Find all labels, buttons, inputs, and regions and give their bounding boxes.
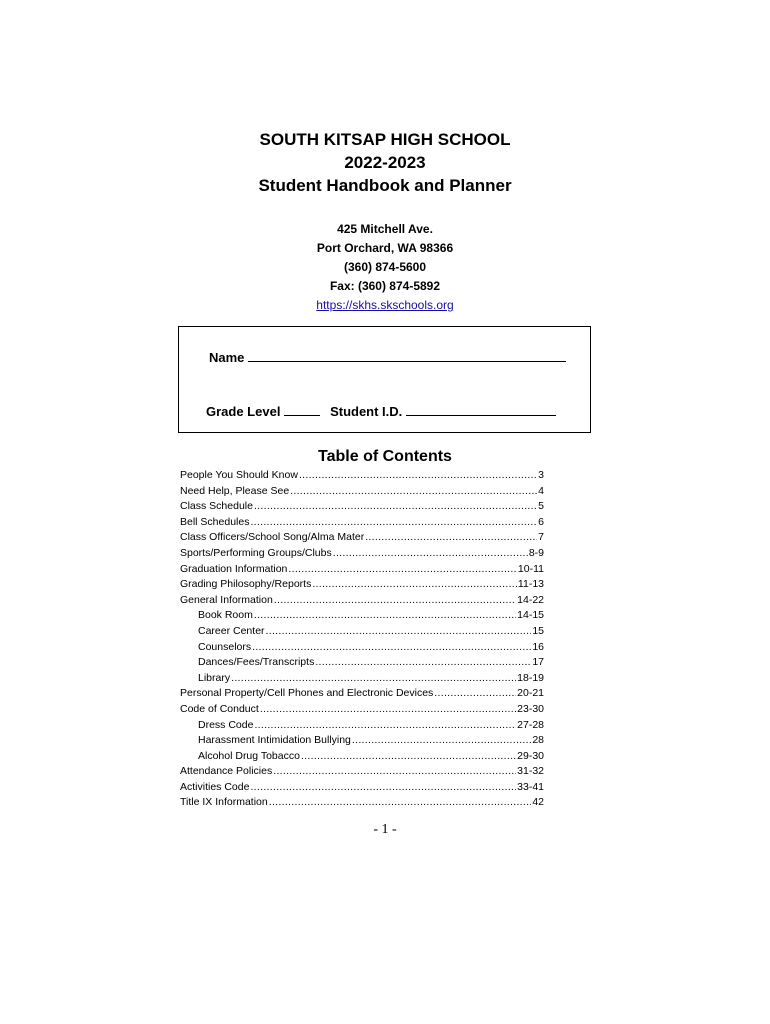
title-block xyxy=(0,128,770,197)
toc-entry xyxy=(180,686,544,702)
toc-entry-page: 15 xyxy=(532,624,544,637)
toc-entry-page: 6 xyxy=(538,515,544,528)
toc-subentry xyxy=(180,608,544,624)
toc-entry-title: Library xyxy=(198,671,231,684)
toc-entry-page: 20-21 xyxy=(517,687,544,700)
toc-entry xyxy=(180,515,544,531)
name-label: Name xyxy=(209,350,245,365)
toc-entry-page: 14-22 xyxy=(517,593,544,606)
toc-entry-title: Grading Philosophy/Reports xyxy=(180,578,312,591)
toc-subentry xyxy=(180,749,544,765)
toc-subentry xyxy=(180,733,544,749)
toc-entry-title: Code of Conduct xyxy=(180,702,259,715)
toc-dot-leader xyxy=(250,515,537,531)
toc-entry-title: Dances/Fees/Transcripts xyxy=(198,656,315,669)
toc-dot-leader xyxy=(333,546,528,562)
toc-entry xyxy=(180,484,544,500)
toc-subentry xyxy=(180,671,544,687)
name-field xyxy=(209,349,566,365)
toc-entry-page: 18-19 xyxy=(517,671,544,684)
toc-entry-page: 16 xyxy=(532,640,544,653)
toc-entry-page: 33-41 xyxy=(517,780,544,793)
toc-entry-title: Personal Property/Cell Phones and Electronic Devices xyxy=(180,687,434,700)
toc-entry-page: 7 xyxy=(538,531,544,544)
toc-dot-leader xyxy=(266,624,532,640)
toc-entry xyxy=(180,780,544,796)
toc-entry xyxy=(180,593,544,609)
toc-entry-title: Attendance Policies xyxy=(180,765,273,778)
toc-dot-leader xyxy=(315,655,531,671)
toc-entry-title: Bell Schedules xyxy=(180,515,250,528)
toc-entry-page: 27-28 xyxy=(517,718,544,731)
toc-entry-page: 4 xyxy=(538,484,544,497)
toc-entry-title: Career Center xyxy=(198,624,265,637)
toc-dot-leader xyxy=(254,608,516,624)
toc-dot-leader xyxy=(274,593,516,609)
toc-entry xyxy=(180,702,544,718)
toc-dot-leader xyxy=(269,795,532,811)
toc-entry-page: 28 xyxy=(532,734,544,747)
toc-dot-leader xyxy=(299,468,537,484)
page-number: - 1 - xyxy=(373,822,397,837)
toc-entry xyxy=(180,468,544,484)
toc-entry-title: Activities Code xyxy=(180,780,250,793)
website-link[interactable]: https://skhs.skschools.org xyxy=(316,298,454,312)
toc-entry-page: 29-30 xyxy=(517,749,544,762)
grade-level-label: Grade Level xyxy=(206,404,281,419)
toc-subentry xyxy=(180,718,544,734)
toc-entry-page: 5 xyxy=(538,500,544,513)
toc-entry-title: Need Help, Please See xyxy=(180,484,290,497)
toc-entry-title: Graduation Information xyxy=(180,562,288,575)
toc-subentry xyxy=(180,655,544,671)
toc-dot-leader xyxy=(365,530,537,546)
toc-subentry xyxy=(180,624,544,640)
toc-dot-leader xyxy=(290,484,537,500)
toc-entry-title: Harassment Intimidation Bullying xyxy=(198,734,351,747)
toc-entry-title: Counselors xyxy=(198,640,252,653)
toc-entry-title: Class Schedule xyxy=(180,500,253,513)
toc-entry-title: Dress Code xyxy=(198,718,254,731)
toc-dot-leader xyxy=(273,764,516,780)
toc-dot-leader xyxy=(250,780,516,796)
phone-number: (360) 874-5600 xyxy=(343,260,427,274)
grade-level-blank-line[interactable] xyxy=(284,403,320,416)
toc-entry-title: Book Room xyxy=(198,609,253,622)
student-info-box xyxy=(178,326,591,433)
toc-entry-page: 42 xyxy=(532,796,544,809)
toc-entry-page: 10-11 xyxy=(517,562,544,575)
toc-entry-page: 17 xyxy=(532,656,544,669)
toc-dot-leader xyxy=(312,577,517,593)
toc-dot-leader xyxy=(252,640,531,656)
toc-dot-leader xyxy=(231,671,516,687)
toc-dot-leader xyxy=(352,733,531,749)
toc-dot-leader xyxy=(254,718,516,734)
toc-entry xyxy=(180,795,544,811)
toc-entry xyxy=(180,499,544,515)
toc-dot-leader xyxy=(301,749,516,765)
toc-entry-title: Title IX Information xyxy=(180,796,268,809)
student-id-label: Student I.D. xyxy=(330,404,403,419)
address-block xyxy=(0,220,770,315)
toc-entry xyxy=(180,764,544,780)
toc-dot-leader xyxy=(288,562,517,578)
toc-entry-page: 8-9 xyxy=(528,546,544,559)
toc-entry-page: 14-15 xyxy=(517,609,544,622)
fax-number: Fax: (360) 874-5892 xyxy=(329,279,441,293)
name-blank-line[interactable] xyxy=(248,349,566,362)
table-of-contents xyxy=(180,468,544,811)
city-state-zip: Port Orchard, WA 98366 xyxy=(316,241,454,255)
toc-entry-title: Alcohol Drug Tobacco xyxy=(198,749,300,762)
toc-entry-title: Sports/Performing Groups/Clubs xyxy=(180,546,332,559)
toc-entry xyxy=(180,546,544,562)
toc-entry xyxy=(180,562,544,578)
toc-entry-page: 31-32 xyxy=(517,765,544,778)
toc-entry-page: 3 xyxy=(538,469,544,481)
toc-subentry xyxy=(180,640,544,656)
toc-entry-page: 11-13 xyxy=(517,578,544,591)
toc-entry-title: People You Should Know xyxy=(180,469,298,481)
student-id-blank-line[interactable] xyxy=(406,403,556,416)
toc-entry xyxy=(180,577,544,593)
toc-title: Table of Contents xyxy=(318,448,452,465)
toc-entry-page: 23-30 xyxy=(517,702,544,715)
toc-entry-title: General Information xyxy=(180,593,273,606)
toc-dot-leader xyxy=(260,702,516,718)
toc-dot-leader xyxy=(434,686,516,702)
school-name: SOUTH KITSAP HIGH SCHOOL xyxy=(259,130,511,149)
toc-entry-title: Class Officers/School Song/Alma Mater xyxy=(180,531,365,544)
grade-id-field xyxy=(206,403,556,419)
toc-dot-leader xyxy=(254,499,537,515)
document-title: Student Handbook and Planner xyxy=(258,176,512,195)
street-address: 425 Mitchell Ave. xyxy=(337,222,433,236)
school-year: 2022-2023 xyxy=(344,153,426,172)
toc-entry xyxy=(180,530,544,546)
